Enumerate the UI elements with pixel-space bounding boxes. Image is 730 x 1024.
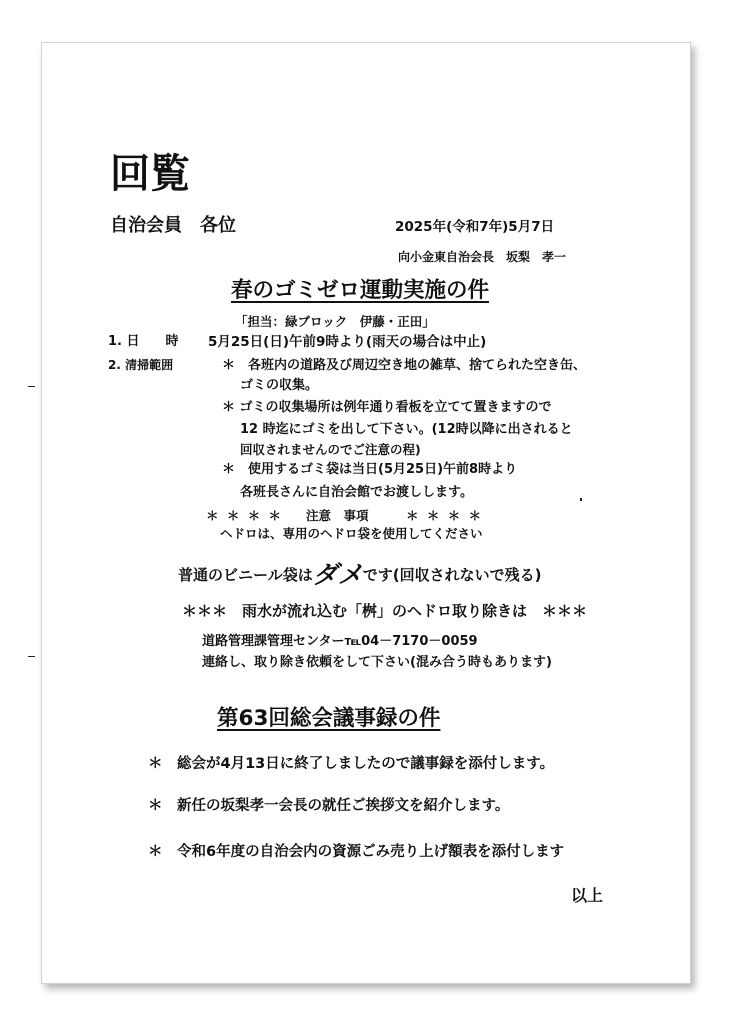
datetime-value: 5月25日(日)午前9時より(雨天の場合は中止) [208,334,487,350]
note-sludge-bag: ヘドロは、専用のヘドロ袋を使用してください [220,526,483,541]
closing-mark: 以上 [571,886,604,905]
bullet2-line1: ＊ ゴミの収集場所は例年通り看板を立てて置きますので [222,400,552,415]
notes-heading: ＊ ＊ ＊ ＊ 注意 事項 ＊ ＊ ＊ ＊ [206,508,482,523]
datetime-label: 1. 日 時 [108,334,179,349]
cleaning-area-label: 2. 清掃範囲 [108,358,174,372]
note-vinyl-bag-before: 普通のビニール袋は [178,566,313,584]
bullet3-line2: 各班長さんに自治会館でお渡しします。 [240,485,473,500]
bullet3-line1: ＊ 使用するゴミ袋は当日(5月25日)午前8時より [222,462,518,477]
section1-charge: 「担当：緑ブロック 伊藤・正田」 [235,314,435,329]
note-vinyl-bag-after: です(回収されないで残る) [362,566,542,584]
bullet2-line3: 回収されませんのでご注意の程) [240,442,421,457]
drain-notice: ＊＊＊ 雨水が流れ込む「桝」のヘドロ取り除きは ＊＊＊ [182,602,588,620]
issue-date: 2025年(令和7年)5月7日 [395,219,555,235]
scan-speck [28,656,35,657]
section2-item2: ＊ 新任の坂梨孝一会長の就任ご挨拶文を紹介します。 [148,798,510,814]
document-page [41,42,691,984]
bullet1-line2: ゴミの収集。 [240,378,319,393]
scan-speck [580,498,582,501]
scan-speck [28,386,35,387]
bullet1-line1: ＊ 各班内の道路及び周辺空き地の雑草、捨てられた空き缶、 [222,358,587,373]
note-vinyl-bag [178,561,541,590]
section1-heading: 春のゴミゼロ運動実施の件 [231,278,490,303]
bullet2-line2: 12 時迄にゴミを出して下さい。(12時以降に出されると [240,422,573,437]
sender: 向小金東自治会長 坂梨 孝一 [398,250,567,264]
addressee: 自治会員 各位 [110,215,236,236]
section2-heading: 第63回総会議事録の件 [217,706,441,731]
contact-line: 連絡し、取り除き依頼をして下さい(混み合う時もあります) [202,655,552,670]
note-vinyl-bag-emphasis: ダメ [312,560,363,589]
section2-item1: ＊ 総会が4月13日に終了しましたので議事録を添付します。 [148,756,555,772]
section2-item3: ＊ 令和6年度の自治会内の資源ごみ売り上げ額表を添付します [148,844,565,860]
document-title: 回覧 [110,151,190,197]
phone-line: 道路管理課管理センター℡04－7170－0059 [202,634,478,649]
